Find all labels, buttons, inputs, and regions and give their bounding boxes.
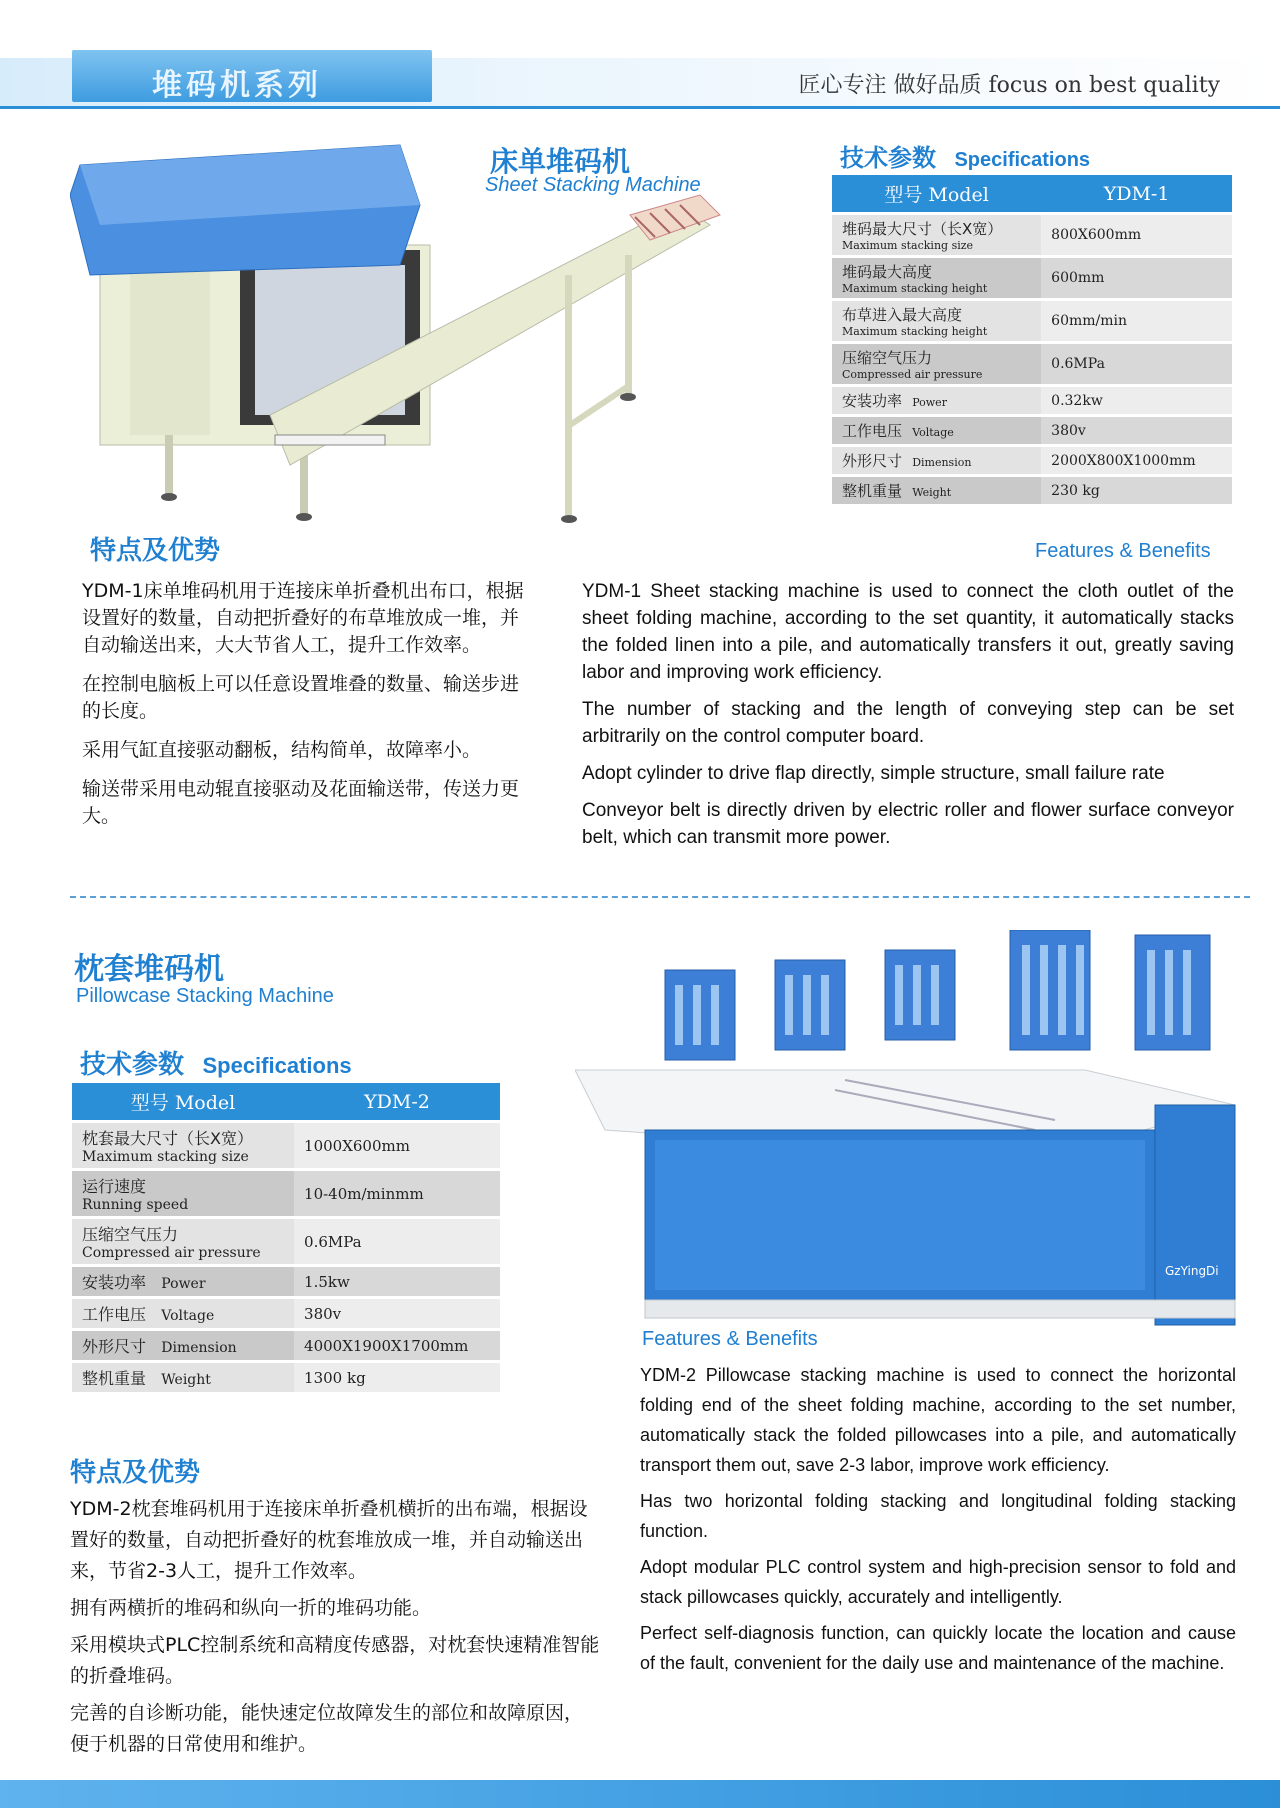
feature-paragraph-en: YDM-1 Sheet stacking machine is used to connect the cloth outlet of the sheet folding machine, according to the set quantity, it automatically stacks the folded linen into a pile, and automatically transfers it out, greatly saving labor and improving work efficiency.: [582, 581, 1234, 683]
spec-row: [832, 447, 1232, 474]
machine-brand-mark: GzYingDi: [1165, 1264, 1219, 1278]
machine2-features-en: [640, 1360, 1236, 1678]
machine2-spec-table: [72, 1080, 500, 1395]
feature-paragraph-cn: YDM-1床单堆码机用于连接床单折叠机出布口，根据设置好的数量，自动把折叠好的布草堆放成一堆，并自动输送出来，大大节省人工，提升工作效率。: [82, 580, 524, 656]
spec-label-en: Maximum stacking height: [842, 282, 988, 295]
feature-paragraph-en: YDM-2 Pillowcase stacking machine is used to connect the horizontal folding end of the sheet folding machine, according to the set number, automatically stack the folded pillowcases into a pile, and automatically transport them out, save 2-3 labor, improve work efficiency.: [640, 1365, 1236, 1475]
spec-label-en: Maximum stacking size: [842, 239, 974, 252]
spec-row: [832, 387, 1232, 414]
feature-paragraph-cn: 拥有两横折的堆码和纵向一折的堆码功能。: [70, 1597, 432, 1619]
spec-value: 1000X600mm: [294, 1123, 500, 1168]
feature-paragraph-en: Conveyor belt is directly driven by electric roller and flower surface conveyor belt, which can transmit more power.: [582, 800, 1234, 848]
spec-title-cn: 技术参数: [80, 1049, 185, 1079]
feature-paragraph-cn: YDM-2枕套堆码机用于连接床单折叠机横折的出布端，根据设置好的数量，自动把折叠好的枕套堆放成一堆，并自动输送出来，节省2-3人工，提升工作效率。: [70, 1498, 588, 1582]
spec-value: 10-40m/minmm: [294, 1171, 500, 1216]
feature-paragraph-cn: 输送带采用电动辊直接驱动及花面输送带，传送力更大。: [82, 778, 520, 827]
spec-title-cn: 技术参数: [840, 145, 936, 172]
machine1-features-title-en: Features & Benefits: [1035, 540, 1211, 562]
spec-row: [72, 1363, 500, 1392]
spec-label-en: Maximum stacking size: [82, 1149, 249, 1165]
machine2-features-title-cn: 特点及优势: [70, 1457, 201, 1487]
feature-paragraph-en: Perfect self-diagnosis function, can quickly locate the location and cause of the fault, convenient for the daily use and maintenance of the machine.: [640, 1623, 1236, 1673]
spec-label-cn: 安装功率: [82, 1273, 147, 1292]
spec-row: [832, 477, 1232, 504]
spec-row: [832, 344, 1232, 384]
spec-value: 230 kg: [1041, 477, 1232, 504]
spec-label-en: Compressed air pressure: [842, 368, 983, 381]
spec-header-model: 型号 Model: [832, 175, 1041, 212]
machine1-title-en: Sheet Stacking Machine: [485, 174, 701, 196]
spec-label-en: Voltage: [161, 1308, 215, 1324]
spec-label-cn: 工作电压: [842, 422, 903, 440]
feature-paragraph-en: Has two horizontal folding stacking and longitudinal folding stacking function.: [640, 1491, 1236, 1541]
spec-label-cn: 压缩空气压力: [82, 1225, 179, 1244]
spec-label-cn: 工作电压: [82, 1305, 147, 1324]
spec-label-en: Running speed: [82, 1197, 189, 1213]
spec-label-cn: 布草进入最大高度: [842, 306, 963, 324]
spec-row: [72, 1219, 500, 1264]
spec-label-en: Compressed air pressure: [82, 1245, 261, 1261]
machine1-features-cn: [82, 578, 532, 830]
machine2-spec-title: [80, 1044, 352, 1081]
spec-value: 0.6MPa: [294, 1219, 500, 1264]
spec-value: 600mm: [1041, 258, 1232, 298]
spec-label-cn: 整机重量: [82, 1369, 147, 1388]
machine2-title-en: Pillowcase Stacking Machine: [76, 985, 334, 1007]
spec-row: [832, 215, 1232, 255]
header-divider: [0, 106, 1280, 109]
spec-label-en: Weight: [161, 1372, 211, 1388]
spec-header-value: YDM-1: [1041, 175, 1232, 212]
spec-value: 380v: [1041, 417, 1232, 444]
spec-value: 4000X1900X1700mm: [294, 1331, 500, 1360]
machine2-title-cn: 枕套堆码机: [74, 953, 224, 986]
machine1-spec-table: [832, 172, 1232, 507]
spec-label-en: Power: [912, 396, 947, 409]
series-tab-label: 堆码机系列: [152, 69, 322, 102]
spec-row: [832, 258, 1232, 298]
machine2-features-cn: [70, 1494, 600, 1760]
feature-paragraph-cn: 采用模块式PLC控制系统和高精度传感器，对枕套快速精准智能的折叠堆码。: [70, 1634, 600, 1687]
machine1-features-title-cn: 特点及优势: [90, 535, 221, 565]
spec-label-cn: 整机重量: [842, 482, 903, 500]
machine1-title-cn: 床单堆码机: [490, 146, 631, 177]
feature-paragraph-cn: 在控制电脑板上可以任意设置堆叠的数量、输送步进的长度。: [82, 673, 520, 722]
spec-header-row: [72, 1083, 500, 1120]
spec-label-en: Dimension: [912, 456, 972, 469]
spec-label-cn: 安装功率: [842, 392, 903, 410]
feature-paragraph-en: Adopt modular PLC control system and high-precision sensor to fold and stack pillowcases quickly, accurately and intelligently.: [640, 1557, 1236, 1607]
spec-title-en: Specifications: [954, 149, 1091, 171]
spec-value: 800X600mm: [1041, 215, 1232, 255]
pillowcase-stacking-machine-image: [575, 930, 1255, 1330]
spec-label-cn: 外形尺寸: [842, 452, 903, 470]
spec-label-en: Power: [161, 1276, 206, 1292]
machine1-features-en: [582, 578, 1234, 851]
footer-band: [0, 1780, 1280, 1808]
section-divider: [70, 896, 1250, 898]
spec-value: 1300 kg: [294, 1363, 500, 1392]
spec-header-value: YDM-2: [294, 1083, 500, 1120]
spec-row: [832, 301, 1232, 341]
spec-label-en: Voltage: [912, 426, 954, 439]
machine1-spec-title: [840, 138, 1090, 173]
spec-header-model: 型号 Model: [72, 1083, 294, 1120]
spec-label-cn: 堆码最大高度: [842, 263, 933, 281]
spec-row: [832, 417, 1232, 444]
spec-label-cn: 外形尺寸: [82, 1337, 147, 1356]
spec-header-row: [832, 175, 1232, 212]
spec-label-en: Weight: [912, 486, 952, 499]
spec-value: 2000X800X1000mm: [1041, 447, 1232, 474]
spec-label-en: Dimension: [161, 1340, 237, 1356]
spec-title-en: Specifications: [202, 1053, 352, 1078]
spec-value: 0.32kw: [1041, 387, 1232, 414]
spec-value: 1.5kw: [294, 1267, 500, 1296]
feature-paragraph-cn: 采用气缸直接驱动翻板，结构简单，故障率小。: [82, 739, 482, 761]
slogan: 匠心专注 做好品质 focus on best quality: [798, 73, 1220, 98]
spec-value: 380v: [294, 1299, 500, 1328]
spec-label-en: Maximum stacking height: [842, 325, 988, 338]
machine2-features-title-en: Features & Benefits: [642, 1328, 818, 1350]
spec-row: [72, 1267, 500, 1296]
spec-label-cn: 压缩空气压力: [842, 349, 933, 367]
feature-paragraph-en: Adopt cylinder to drive flap directly, simple structure, small failure rate: [582, 763, 1165, 784]
spec-label-cn: 枕套最大尺寸（长X宽）: [82, 1129, 253, 1148]
spec-row: [72, 1299, 500, 1328]
spec-value: 60mm/min: [1041, 301, 1232, 341]
spec-label-cn: 堆码最大尺寸（长X宽）: [842, 220, 1003, 238]
spec-row: [72, 1123, 500, 1168]
series-tab: [72, 50, 432, 102]
spec-value: 0.6MPa: [1041, 344, 1232, 384]
spec-row: [72, 1171, 500, 1216]
spec-row: [72, 1331, 500, 1360]
feature-paragraph-cn: 完善的自诊断功能，能快速定位故障发生的部位和故障原因，便于机器的日常使用和维护。: [70, 1702, 584, 1755]
spec-label-cn: 运行速度: [82, 1177, 147, 1196]
feature-paragraph-en: The number of stacking and the length of conveying step can be set arbitrarily on the control computer board.: [582, 699, 1234, 747]
